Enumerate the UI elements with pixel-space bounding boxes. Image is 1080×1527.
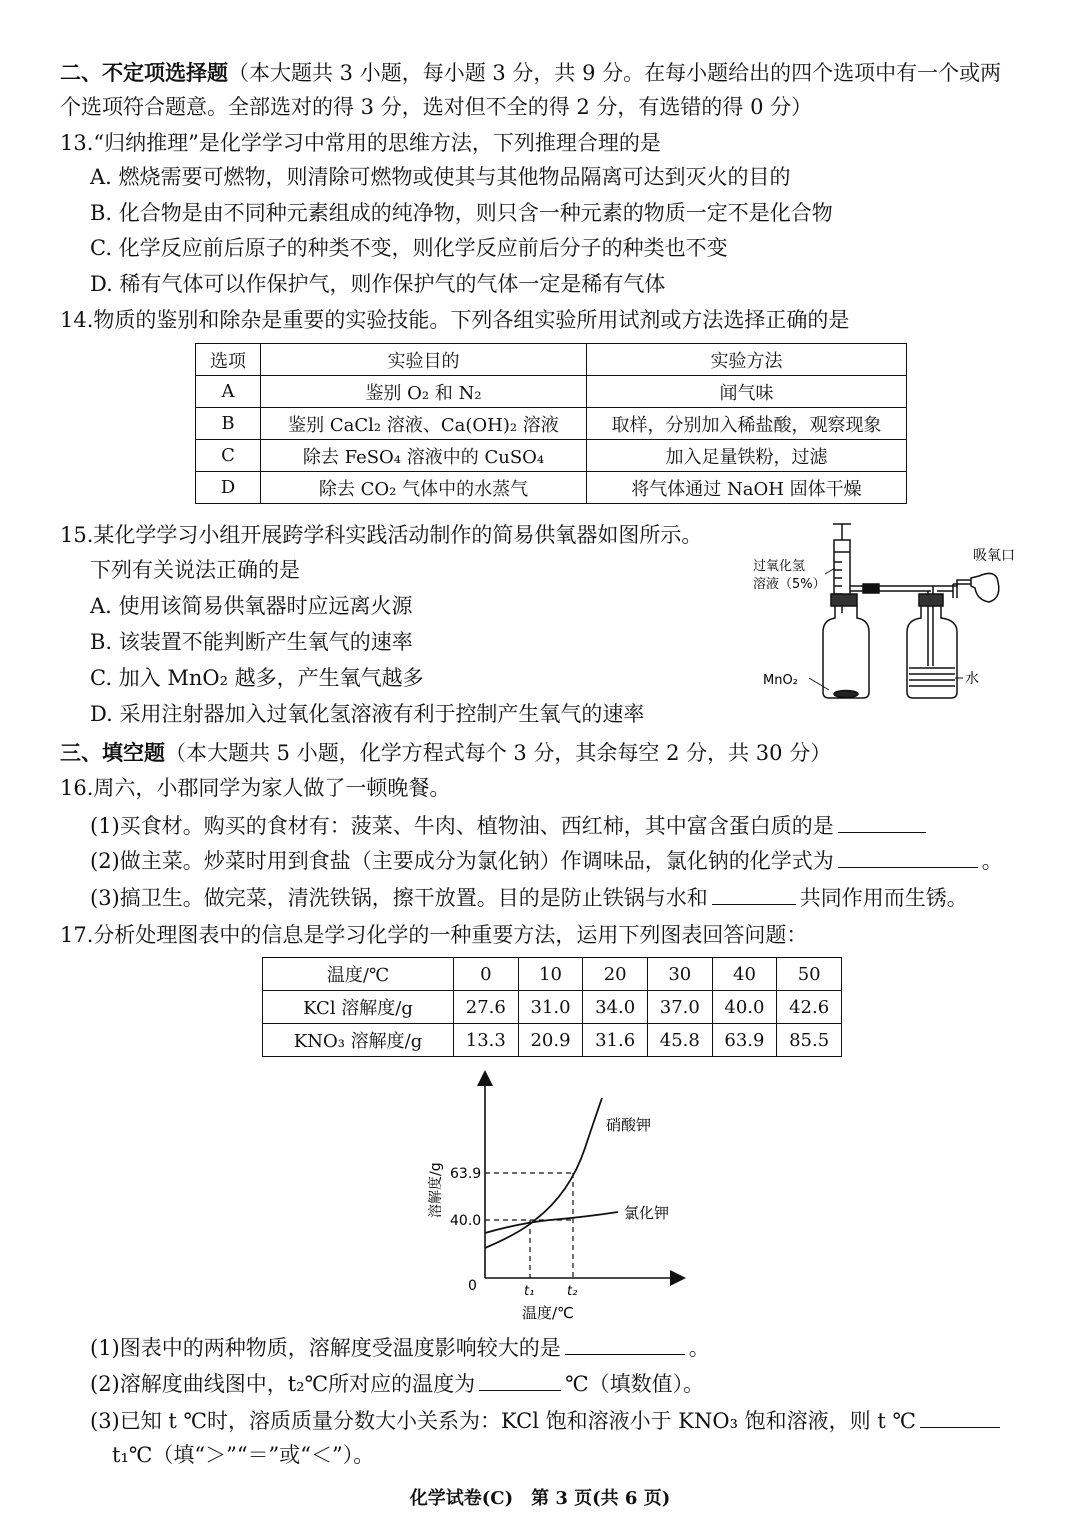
table-cell: 取样，分别加入稀盐酸，观察现象 xyxy=(587,408,907,440)
table-cell: 40.0 xyxy=(712,991,777,1024)
table-cell: 闻气味 xyxy=(587,376,907,408)
q13-option-b: B. 化合物是由不同种元素组成的纯净物，则只含一种元素的物质一定不是化合物 xyxy=(90,201,833,225)
table-header-row xyxy=(196,344,907,376)
answer-blank[interactable] xyxy=(479,1368,561,1391)
table-cell: 37.0 xyxy=(647,991,712,1024)
table-header: 温度/℃ xyxy=(263,958,454,991)
table-header: 30 xyxy=(647,958,712,991)
table-cell: 27.6 xyxy=(454,991,519,1024)
table-cell: 除去 CO₂ 气体中的水蒸气 xyxy=(261,472,587,504)
series-label-kno3: 硝酸钾 xyxy=(606,1116,652,1134)
section2-heading-line xyxy=(60,58,1001,88)
q16-stem: 16.周六，小郡同学为家人做了一顿晚餐。 xyxy=(60,776,451,800)
q16-part3-line xyxy=(90,882,968,913)
q13-option-a: A. 燃烧需要可燃物，则清除可燃物或使其与其他物品隔离可达到灭火的目的 xyxy=(90,165,791,189)
reaction-bottle xyxy=(823,594,869,698)
table-header-row xyxy=(263,958,842,991)
page-footer: 化学试卷(C) 第 3 页(共 6 页) xyxy=(409,1488,671,1509)
table-header: 10 xyxy=(518,958,583,991)
section2-instructions-1: （本大题共 3 小题，每小题 3 分，共 9 分。在每小题给出的四个选项中有一个或两 xyxy=(228,61,1002,85)
x-tick-t1: t₁ xyxy=(524,1284,535,1299)
label-oxygen-outlet: 吸氧口 xyxy=(973,548,1015,564)
table-row xyxy=(263,1024,842,1057)
q17-stem: 17.分析处理图表中的信息是学习化学的一种重要方法，运用下列图表回答问题： xyxy=(60,923,808,947)
table-cell: 42.6 xyxy=(777,991,842,1024)
q16-part1: (1)买食材。购买的食材有：菠菜、牛肉、植物油、西红柿，其中富含蛋白质的是 xyxy=(90,814,834,838)
answer-blank[interactable] xyxy=(712,882,796,905)
q16-part3b: 共同作用而生锈。 xyxy=(799,886,968,910)
table-header: 40 xyxy=(712,958,777,991)
q15-stem: 15.某化学学习小组开展跨学科实践活动制作的简易供氧器如图所示。 xyxy=(60,523,703,547)
table-header: 选项 xyxy=(196,344,261,376)
label-mno2: MnO₂ xyxy=(763,673,798,688)
q14-stem: 14.物质的鉴别和除杂是重要的实验技能。下列各组实验所用试剂或方法选择正确的是 xyxy=(60,308,850,332)
table-row xyxy=(196,472,907,504)
table-cell: 13.3 xyxy=(454,1024,519,1057)
section3-heading: 三、填空题 xyxy=(60,740,165,765)
oxygen-mask-icon xyxy=(971,573,999,602)
kcl-curve xyxy=(485,1212,618,1233)
q17-part2-line xyxy=(90,1368,704,1399)
q16-part2: (2)做主菜。炒菜时用到食盐（主要成分为氯化钠）作调味品，氯化钠的化学式为 xyxy=(90,849,834,873)
table-cell: 31.6 xyxy=(583,1024,648,1057)
q13-option-c: C. 化学反应前后原子的种类不变，则化学反应前后分子的种类也不变 xyxy=(90,236,728,260)
answer-blank[interactable] xyxy=(838,845,978,868)
table-cell: 鉴别 O₂ 和 N₂ xyxy=(261,376,587,408)
section2-instructions-2: 个选项符合题意。全部选对的得 3 分，选对但不全的得 2 分，有选错的得 0 分） xyxy=(60,95,813,119)
answer-blank[interactable] xyxy=(565,1332,685,1355)
table-cell: 鉴别 CaCl₂ 溶液、Ca(OH)₂ 溶液 xyxy=(261,408,587,440)
table-cell: KCl 溶解度/g xyxy=(263,991,454,1024)
origin-label: 0 xyxy=(468,1278,477,1294)
oxygen-generator-figure xyxy=(745,518,1045,710)
table-cell: 31.0 xyxy=(518,991,583,1024)
table-header: 20 xyxy=(583,958,648,991)
q16-part2-line xyxy=(90,845,1003,876)
table-row xyxy=(196,440,907,472)
q13-option-d: D. 稀有气体可以作保护气，则作保护气的气体一定是稀有气体 xyxy=(90,272,666,296)
q17-part3a: (3)已知 t ℃时，溶质质量分数大小关系为：KCl 饱和溶液小于 KNO₃ 饱和溶液，则 t ℃ xyxy=(90,1409,916,1433)
q15-option-a: A. 使用该简易供氧器时应远离火源 xyxy=(90,594,413,618)
table-cell: 34.0 xyxy=(583,991,648,1024)
answer-blank[interactable] xyxy=(920,1405,1000,1428)
table-header: 实验方法 xyxy=(587,344,907,376)
table-row xyxy=(263,991,842,1024)
label-h2o2-line1: 过氧化氢 xyxy=(753,559,806,574)
q16-part1-line xyxy=(90,810,930,841)
y-tick-40: 40.0 xyxy=(450,1213,482,1229)
solubility-chart xyxy=(410,1068,710,1328)
series-label-kcl: 氯化钾 xyxy=(624,1204,670,1222)
table-cell: KNO₃ 溶解度/g xyxy=(263,1024,454,1057)
y-axis-label: 溶解度/g xyxy=(428,1162,444,1218)
table-row xyxy=(196,408,907,440)
q17-part3-line xyxy=(90,1405,1004,1436)
q15-option-d: D. 采用注射器加入过氧化氢溶液有利于控制产生氧气的速率 xyxy=(90,702,645,726)
section3-instructions: （本大题共 5 小题，化学方程式每个 3 分，其余每空 2 分，共 30 分） xyxy=(165,741,832,765)
table-cell: 20.9 xyxy=(518,1024,583,1057)
table-cell: D xyxy=(196,472,261,504)
table-header: 0 xyxy=(454,958,519,991)
table-cell: 除去 FeSO₄ 溶液中的 CuSO₄ xyxy=(261,440,587,472)
q15-option-b: B. 该装置不能判断产生氧气的速率 xyxy=(90,630,413,654)
answer-blank[interactable] xyxy=(838,810,926,833)
q15-option-c: C. 加入 MnO₂ 越多，产生氧气越多 xyxy=(90,666,424,690)
table-cell: 将气体通过 NaOH 固体干燥 xyxy=(587,472,907,504)
section2-heading: 二、不定项选择题 xyxy=(60,60,228,85)
q17-part3b: t₁℃（填“＞”“＝”或“＜”）。 xyxy=(112,1443,375,1467)
q13-stem: 13.“归纳推理”是化学学习中常用的思维方法，下列推理合理的是 xyxy=(60,131,661,155)
section3-heading-line xyxy=(60,738,831,768)
table-cell: B xyxy=(196,408,261,440)
label-water: 水 xyxy=(965,671,979,687)
solubility-table xyxy=(262,957,842,1057)
table-cell: 45.8 xyxy=(647,1024,712,1057)
table-cell: 63.9 xyxy=(712,1024,777,1057)
q16-part2-end: 。 xyxy=(981,849,1003,873)
q15-stem-2: 下列有关说法正确的是 xyxy=(90,558,300,582)
q14-table xyxy=(195,343,907,504)
q17-part2b: ℃（填数值）。 xyxy=(565,1372,705,1396)
x-tick-t2: t₂ xyxy=(567,1284,578,1299)
q17-part1: (1)图表中的两种物质，溶解度受温度影响较大的是 xyxy=(90,1336,561,1360)
table-cell: A xyxy=(196,376,261,408)
humidifier-bottle xyxy=(907,594,957,698)
label-h2o2-line2: 溶液（5%） xyxy=(753,577,826,592)
table-header: 实验目的 xyxy=(261,344,587,376)
q17-part1-end: 。 xyxy=(688,1336,710,1360)
y-tick-63.9: 63.9 xyxy=(450,1166,482,1182)
x-axis-label: 温度/℃ xyxy=(522,1304,574,1322)
q17-part2a: (2)溶解度曲线图中，t₂℃所对应的温度为 xyxy=(90,1372,476,1396)
table-header: 50 xyxy=(777,958,842,991)
q17-part1-line xyxy=(90,1332,710,1363)
table-cell: 加入足量铁粉，过滤 xyxy=(587,440,907,472)
table-cell: 85.5 xyxy=(777,1024,842,1057)
table-row xyxy=(196,376,907,408)
q16-part3a: (3)搞卫生。做完菜，清洗铁锅，擦干放置。目的是防止铁锅与水和 xyxy=(90,886,708,910)
table-cell: C xyxy=(196,440,261,472)
